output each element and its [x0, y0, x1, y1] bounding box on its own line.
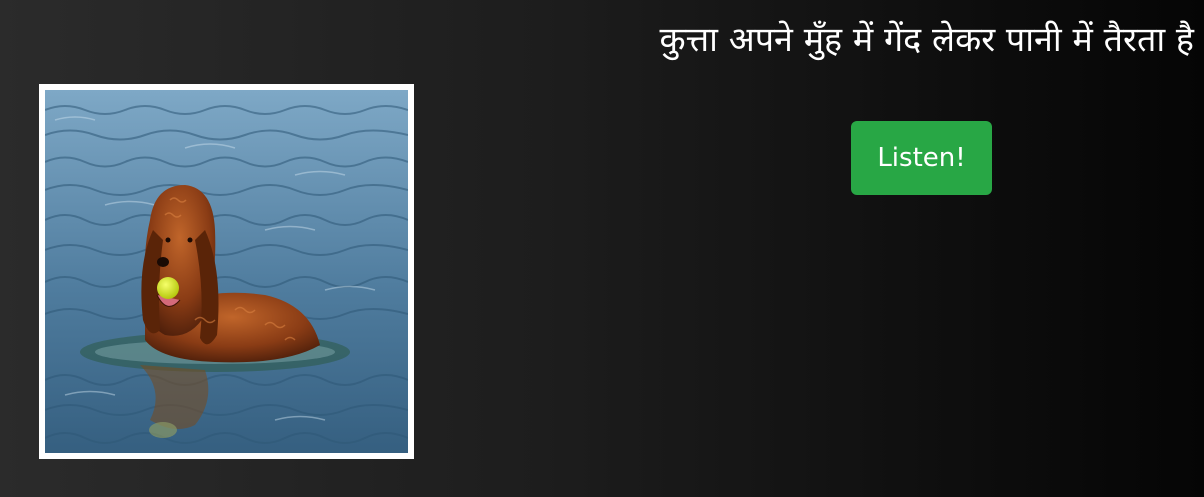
photo-frame [39, 84, 414, 459]
dog-swimming-photo [45, 90, 408, 453]
listen-button[interactable]: Listen! [851, 121, 992, 195]
caption-text: कुत्ता अपने मुँह में गेंद लेकर पानी में तैरता है [659, 20, 1194, 60]
